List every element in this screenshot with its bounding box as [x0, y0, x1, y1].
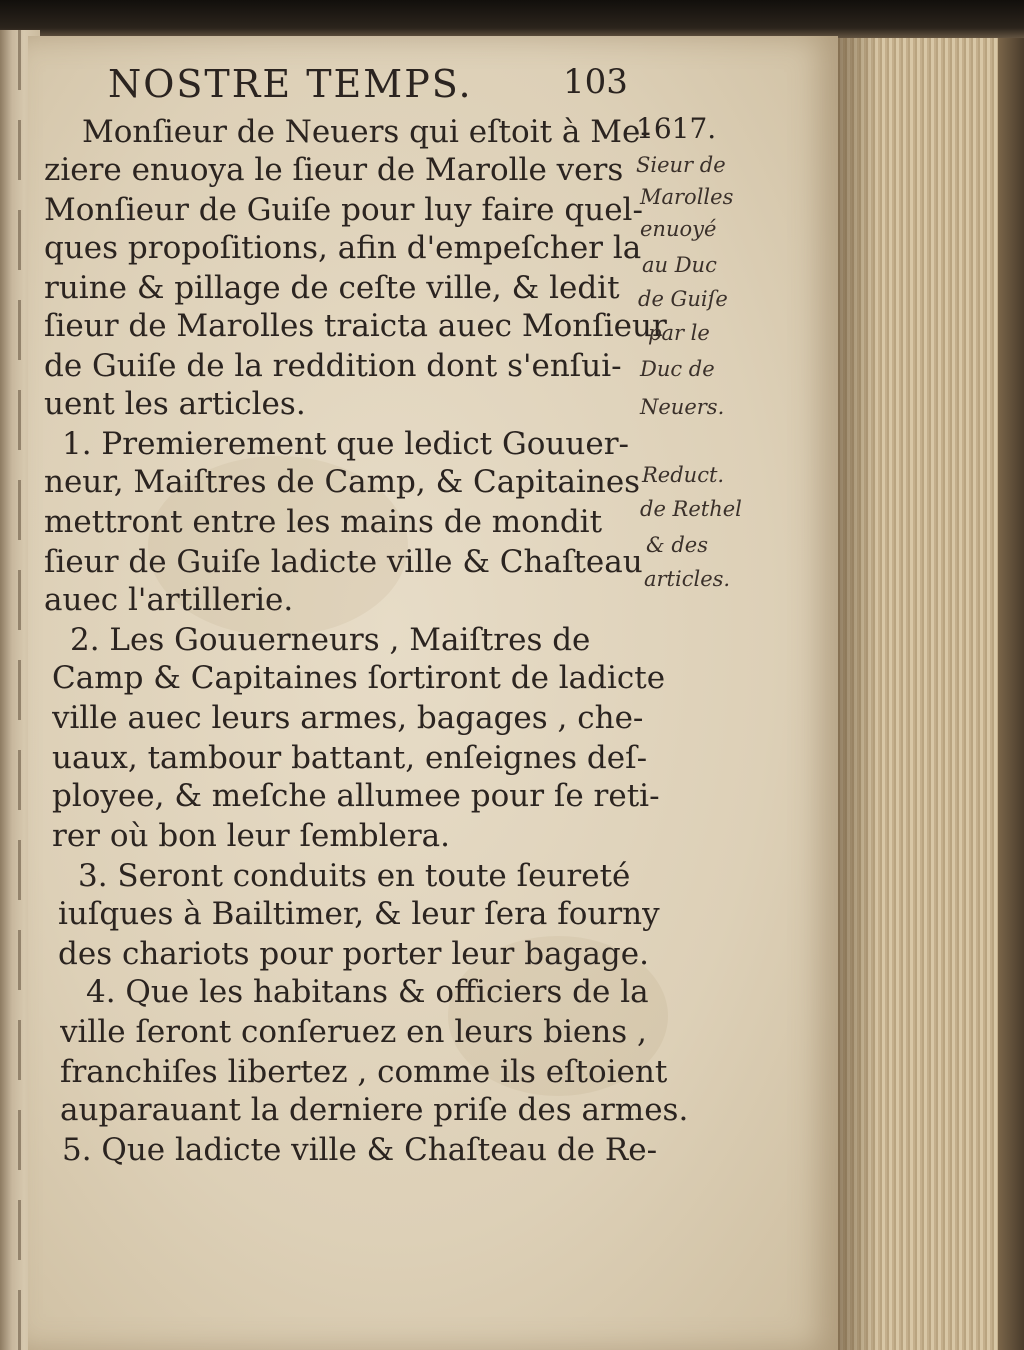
- text-line: uent les articles.: [44, 386, 306, 422]
- text-line: ques propoſitions, afin d'empeſcher la: [44, 230, 642, 266]
- margin-note: de Rethel: [640, 497, 742, 521]
- text-line: de Guiſe de la reddition dont s'enſui-: [44, 348, 622, 384]
- margin-note: de Guiſe: [638, 287, 728, 311]
- running-head-title: NOSTRE TEMPS.: [108, 62, 473, 106]
- text-line: ployee, & meſche allumee pour ſe reti-: [52, 778, 660, 814]
- text-line: auec l'artillerie.: [44, 582, 294, 618]
- text-line: mettront entre les mains de mondit: [44, 504, 603, 540]
- text-line: rer où bon leur ſemblera.: [52, 818, 451, 854]
- text-line: ſieur de Guiſe ladicte ville & Chaſteau: [44, 544, 643, 580]
- margin-note: Duc de: [640, 357, 715, 381]
- text-line: ville ſeront conſeruez en leurs biens ,: [60, 1014, 647, 1050]
- margin-note: Neuers.: [640, 395, 725, 419]
- text-line: 2. Les Gouuerneurs , Maiſtres de: [70, 622, 591, 658]
- text-line: neur, Maiſtres de Camp, & Capitaines: [44, 464, 641, 500]
- text-line: 1. Premierement que ledict Gouuer-: [62, 426, 629, 462]
- text-line: 3. Seront conduits en toute ſeureté: [78, 858, 631, 894]
- text-line: auparauant la derniere priſe des armes.: [60, 1092, 689, 1128]
- text-line: ziere enuoya le ſieur de Marolle vers: [44, 152, 624, 188]
- text-line: 4. Que les habitans & officiers de la: [86, 974, 649, 1010]
- margin-note: Marolles: [640, 185, 734, 209]
- text-line: des chariots pour porter leur bagage.: [58, 936, 649, 972]
- text-line: ville auec leurs armes, bagages , che-: [52, 700, 644, 736]
- margin-note: articles.: [644, 567, 731, 591]
- margin-year: 1617.: [636, 112, 717, 145]
- text-line: iuſques à Bailtimer, & leur ſera fourny: [58, 896, 660, 932]
- text-line: ſieur de Marolles traicta auec Monſieur: [44, 308, 667, 344]
- text-line: ruine & pillage de ceſte ville, & ledit: [44, 270, 620, 306]
- text-line: uaux, tambour battant, enſeignes deſ-: [52, 740, 648, 776]
- margin-note: Sieur de: [636, 153, 726, 177]
- text-line: Monſieur de Guiſe pour luy faire quel-: [44, 192, 643, 228]
- page-number: 103: [563, 62, 628, 102]
- margin-note: Reduct.: [642, 463, 725, 487]
- margin-note: par le: [648, 321, 710, 345]
- margin-note: & des: [646, 533, 709, 557]
- text-line: Camp & Capitaines ſortiront de ladicte: [52, 660, 666, 696]
- running-head: [108, 62, 628, 112]
- text-line: Monſieur de Neuers qui eſtoit à Me-: [82, 114, 651, 150]
- margin-note: au Duc: [642, 253, 717, 277]
- text-line: 5. Que ladicte ville & Chaſteau de Re-: [62, 1132, 658, 1168]
- margin-note: enuoyé: [640, 217, 717, 241]
- text-line: franchiſes libertez , comme ils eſtoient: [60, 1054, 668, 1090]
